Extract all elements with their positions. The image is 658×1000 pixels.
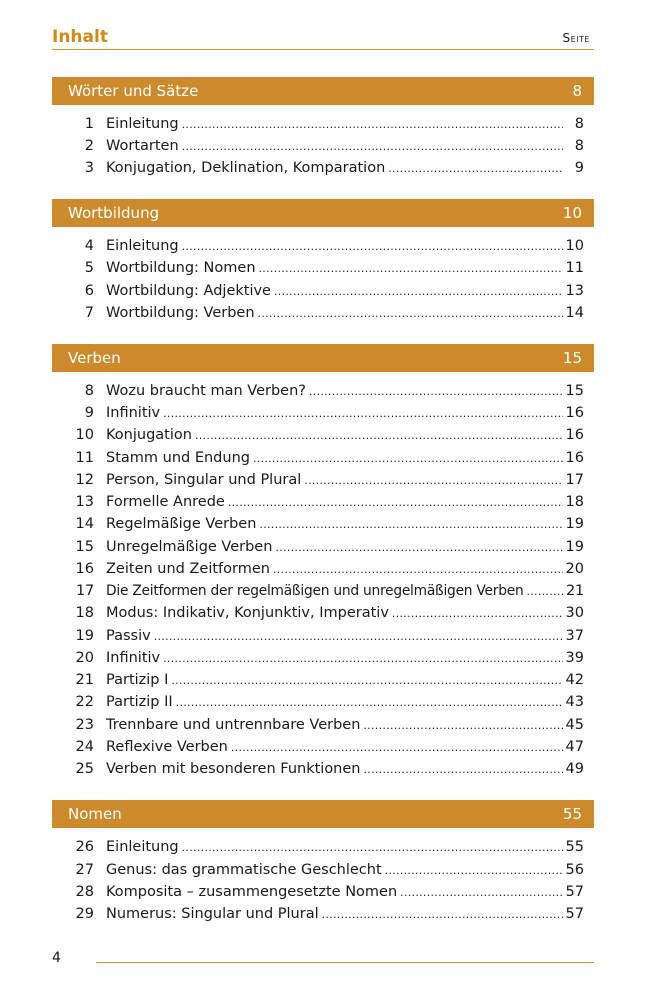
dot-leader [322, 904, 563, 926]
entry-number: 11 [75, 450, 94, 466]
toc-entry[interactable] [52, 113, 594, 135]
page-number: 4 [52, 950, 61, 966]
entry-number: 4 [84, 238, 94, 254]
toc-entry[interactable] [52, 881, 594, 903]
section-header[interactable] [52, 77, 594, 105]
dot-leader [171, 670, 562, 692]
section-page: 55 [562, 805, 582, 823]
dot-leader [385, 860, 563, 882]
dot-leader [274, 281, 563, 303]
entry-number: 26 [75, 839, 94, 855]
toc-entry[interactable] [52, 558, 594, 580]
entry-page: 49 [565, 761, 584, 777]
entry-page: 13 [565, 283, 584, 299]
entry-title: Konjugation, Deklination, Komparation [106, 160, 386, 176]
footer-rule [96, 962, 594, 963]
entry-title: Einleitung [106, 238, 179, 254]
entry-number: 10 [75, 427, 94, 443]
section-title: Verben [68, 349, 121, 367]
dot-leader [182, 136, 563, 158]
section-page: 15 [562, 349, 582, 367]
section-header[interactable] [52, 800, 594, 828]
entry-title: Trennbare und untrennbare Verben [106, 717, 361, 733]
entry-number: 23 [75, 717, 94, 733]
entry-title: Zeiten und Zeitformen [106, 561, 270, 577]
toc-entry[interactable] [52, 257, 594, 279]
entry-number: 14 [75, 516, 94, 532]
entry-page: 10 [565, 238, 584, 254]
entry-title: Komposita – zusammengesetzte Nomen [106, 884, 398, 900]
entry-number: 22 [75, 694, 94, 710]
entry-page: 9 [574, 160, 584, 176]
entry-number: 9 [84, 405, 94, 421]
entry-page: 45 [565, 717, 584, 733]
entry-number: 24 [75, 739, 94, 755]
entry-number: 20 [75, 650, 94, 666]
entry-page: 20 [565, 561, 584, 577]
entry-number: 25 [75, 761, 94, 777]
toc-entry[interactable] [52, 580, 594, 602]
dot-leader [228, 492, 563, 514]
dot-leader [304, 470, 562, 492]
section-title: Wortbildung [68, 204, 160, 222]
dot-leader [176, 692, 563, 714]
entry-title: Modus: Indikativ, Konjunktiv, Imperativ [106, 605, 389, 621]
entry-title: Infinitiv [106, 650, 161, 666]
entry-title: Infinitiv [106, 405, 161, 421]
entry-page: 15 [565, 383, 584, 399]
entry-page: 8 [574, 116, 584, 132]
entry-title: Einleitung [106, 839, 179, 855]
entry-number: 17 [76, 583, 94, 599]
entry-page: 30 [565, 605, 584, 621]
dot-leader [182, 236, 563, 258]
toc-entry[interactable] [52, 602, 594, 624]
toc-entry[interactable] [52, 536, 594, 558]
dot-leader [526, 581, 563, 603]
entry-page: 8 [574, 138, 584, 154]
toc-entry[interactable] [52, 135, 594, 157]
dot-leader [163, 648, 562, 670]
toc-entry[interactable] [52, 647, 594, 669]
entry-number: 1 [84, 116, 94, 132]
entry-page: 17 [565, 472, 584, 488]
entry-number: 7 [84, 305, 94, 321]
entry-page: 16 [565, 450, 584, 466]
entry-number: 27 [75, 862, 94, 878]
entry-title: Genus: das grammatische Geschlecht [106, 862, 382, 878]
entry-title: Die Zeitformen der regelmäßigen und unregelmäßigen Verben [106, 583, 524, 599]
entry-title: Wortbildung: Nomen [106, 260, 256, 276]
section-header[interactable] [52, 344, 594, 372]
toc-entry[interactable] [52, 157, 594, 179]
dot-leader [363, 715, 562, 737]
section-header[interactable] [52, 199, 594, 227]
entry-title: Wortarten [106, 138, 179, 154]
dot-leader [163, 403, 562, 425]
entry-title: Numerus: Singular und Plural [106, 906, 319, 922]
entry-title: Wortbildung: Adjektive [106, 283, 271, 299]
page-title: Inhalt [52, 27, 108, 47]
entry-title: Reflexive Verben [106, 739, 228, 755]
entry-title: Wozu braucht man Verben? [106, 383, 306, 399]
entry-page: 47 [565, 739, 584, 755]
section-page: 10 [562, 204, 582, 222]
entry-page: 39 [565, 650, 584, 666]
dot-leader [253, 448, 563, 470]
dot-leader [259, 514, 562, 536]
entry-number: 29 [75, 906, 94, 922]
entry-title: Partizip II [106, 694, 173, 710]
entry-title: Formelle Anrede [106, 494, 225, 510]
toc-entry[interactable] [52, 447, 594, 469]
entry-page: 18 [565, 494, 584, 510]
toc-entry[interactable] [52, 736, 594, 758]
entry-title: Passiv [106, 628, 151, 644]
toc-entry[interactable] [52, 469, 594, 491]
section-page: 8 [572, 82, 582, 100]
entry-title: Stamm und Endung [106, 450, 250, 466]
toc-entry[interactable] [52, 235, 594, 257]
dot-leader [400, 882, 562, 904]
entry-number: 3 [84, 160, 94, 176]
toc-entry[interactable] [52, 424, 594, 446]
entry-page: 14 [565, 305, 584, 321]
toc-entry[interactable] [52, 302, 594, 324]
toc-entry[interactable] [52, 669, 594, 691]
entry-page: 55 [565, 839, 584, 855]
section-title: Wörter und Sätze [68, 82, 199, 100]
entry-page: 57 [565, 884, 584, 900]
toc-entry[interactable] [52, 625, 594, 647]
entry-title: Verben mit besonderen Funktionen [106, 761, 361, 777]
entry-number: 19 [75, 628, 94, 644]
entry-title: Konjugation [106, 427, 192, 443]
dot-leader [182, 114, 563, 136]
entry-number: 15 [75, 539, 94, 555]
entry-page: 19 [565, 516, 584, 532]
entry-title: Wortbildung: Verben [106, 305, 255, 321]
toc-entry[interactable] [52, 513, 594, 535]
entry-page: 19 [565, 539, 584, 555]
toc-entry[interactable] [52, 836, 594, 858]
toc-entry[interactable] [52, 491, 594, 513]
entry-number: 21 [75, 672, 94, 688]
toc-entry[interactable] [52, 758, 594, 780]
toc-entry[interactable] [52, 402, 594, 424]
toc-entry[interactable] [52, 903, 594, 925]
entry-number: 16 [75, 561, 94, 577]
dot-leader [388, 158, 563, 180]
dot-leader [231, 737, 563, 759]
dot-leader [364, 759, 563, 781]
entry-title: Partizip I [106, 672, 169, 688]
toc-entry[interactable] [52, 280, 594, 302]
page-column-label: Seite [562, 31, 590, 45]
toc-entry[interactable] [52, 714, 594, 736]
entry-page: 42 [565, 672, 584, 688]
entry-page: 16 [565, 405, 584, 421]
toc-entry[interactable] [52, 691, 594, 713]
entry-number: 8 [84, 383, 94, 399]
entry-title: Einleitung [106, 116, 179, 132]
entry-number: 13 [75, 494, 94, 510]
dot-leader [182, 837, 563, 859]
section-title: Nomen [68, 805, 122, 823]
entry-number: 28 [75, 884, 94, 900]
toc-entry[interactable] [52, 859, 594, 881]
entry-title: Regelmäßige Verben [106, 516, 257, 532]
dot-leader [309, 381, 563, 403]
dot-leader [258, 303, 563, 325]
dot-leader [259, 258, 563, 280]
entry-number: 18 [75, 605, 94, 621]
entry-number: 2 [84, 138, 94, 154]
entry-page: 56 [565, 862, 584, 878]
entry-page: 21 [566, 583, 584, 599]
entry-page: 37 [565, 628, 584, 644]
dot-leader [195, 425, 563, 447]
entry-title: Person, Singular und Plural [106, 472, 302, 488]
dot-leader [273, 559, 563, 581]
entry-number: 5 [84, 260, 94, 276]
entry-number: 12 [75, 472, 94, 488]
toc-entry[interactable] [52, 380, 594, 402]
dot-leader [154, 626, 563, 648]
entry-page: 43 [565, 694, 584, 710]
entry-number: 6 [84, 283, 94, 299]
entry-page: 16 [565, 427, 584, 443]
page-header [52, 26, 594, 50]
entry-page: 57 [565, 906, 584, 922]
entry-page: 11 [565, 260, 584, 276]
entry-title: Unregelmäßige Verben [106, 539, 273, 555]
dot-leader [275, 537, 562, 559]
dot-leader [392, 603, 563, 625]
